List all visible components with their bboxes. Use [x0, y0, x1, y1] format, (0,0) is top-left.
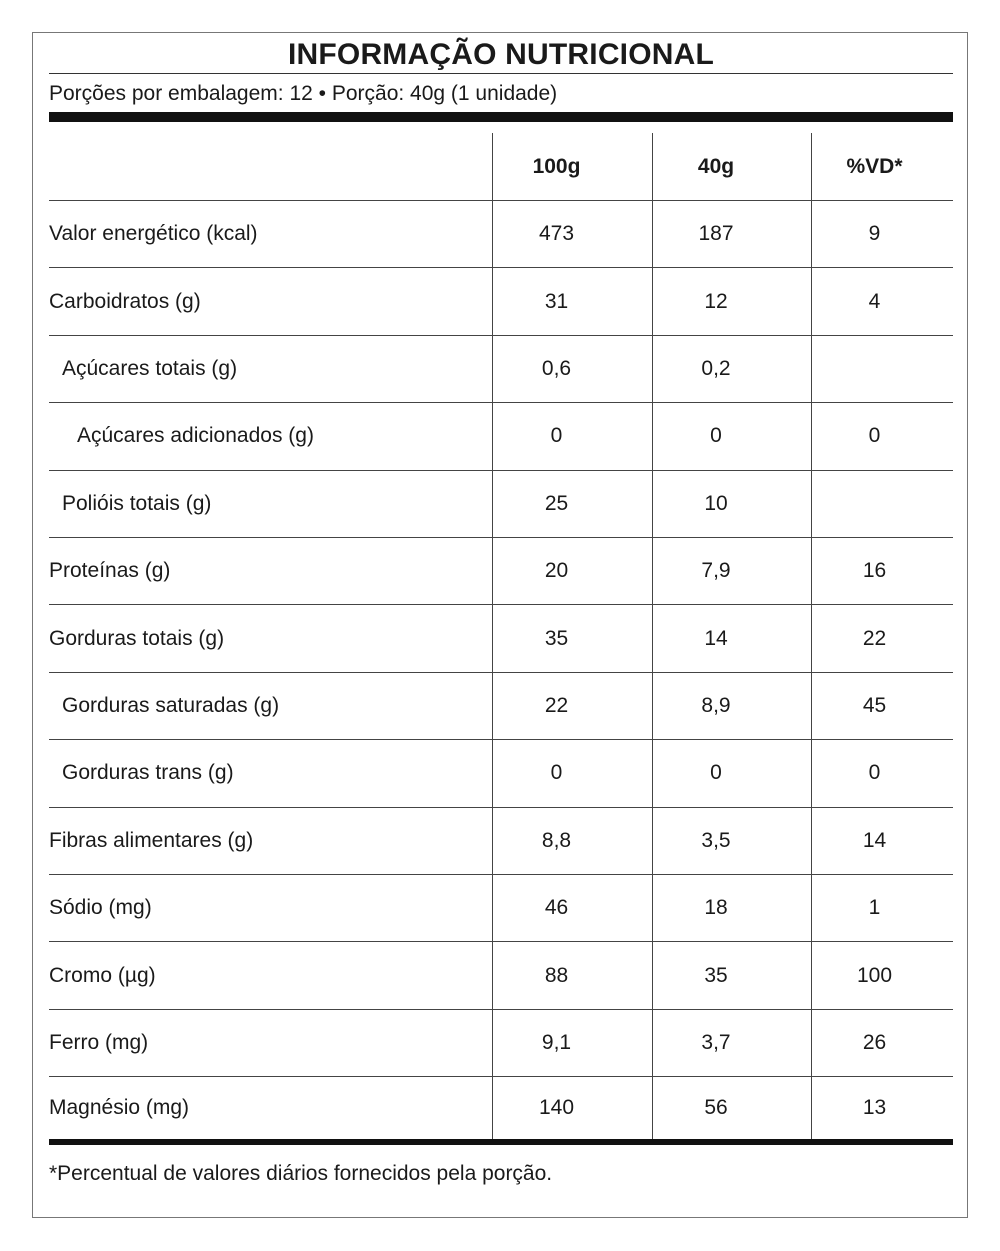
header-40g: 40g: [697, 154, 735, 178]
table-row: [49, 673, 953, 740]
footnote: *Percentual de valores diários fornecidos pela porção.: [49, 1162, 553, 1185]
value-vd: 26: [862, 1030, 887, 1054]
table-row: [49, 605, 953, 672]
table-row: [49, 875, 953, 942]
value-40g: 12: [704, 289, 728, 313]
value-vd: 14: [862, 828, 887, 852]
nutrient-label: Polióis totais (g): [62, 491, 212, 515]
value-100g: 0,6: [541, 356, 572, 380]
header-vd: %VD*: [846, 154, 903, 178]
value-100g: 20: [544, 559, 569, 583]
value-100g: 35: [544, 626, 569, 650]
value-40g: 3,5: [701, 828, 731, 852]
header-100g: 100g: [532, 154, 581, 178]
table-row: [49, 942, 953, 1009]
nutrient-label: Gorduras trans (g): [62, 761, 234, 785]
value-40g: 35: [704, 963, 728, 987]
value-vd: [796, 471, 953, 537]
value-vd: 100: [856, 963, 893, 987]
value-40g: 56: [704, 1096, 728, 1120]
value-vd: 16: [862, 559, 887, 583]
value-100g: 31: [544, 289, 569, 313]
value-vd: 13: [862, 1096, 887, 1120]
value-40g: 18: [704, 896, 728, 920]
value-40g: 10: [704, 491, 728, 515]
value-40g: 7,9: [701, 559, 731, 583]
nutrient-label: Carboidratos (g): [49, 289, 201, 313]
value-100g: 0: [550, 424, 563, 448]
table-row: [49, 1010, 953, 1077]
table-row: [49, 808, 953, 875]
value-40g: 3,7: [701, 1030, 731, 1054]
value-vd: 45: [862, 693, 887, 717]
value-100g: 88: [544, 963, 569, 987]
nutrient-label: Cromo (µg): [49, 963, 156, 987]
table-row: [49, 471, 953, 538]
nutrient-label: Açúcares adicionados (g): [77, 424, 314, 448]
value-vd: 22: [862, 626, 887, 650]
value-40g: 0: [710, 761, 722, 785]
value-100g: 0: [550, 761, 563, 785]
table-header-row: [49, 133, 953, 201]
value-vd: [796, 336, 953, 402]
value-100g: 140: [538, 1096, 575, 1120]
serving-info: Porções por embalagem: 12 • Porção: 40g (1 unidade): [49, 82, 558, 105]
title-divider: [49, 73, 953, 74]
panel-title: INFORMAÇÃO NUTRICIONAL: [287, 38, 715, 71]
value-40g: 8,9: [701, 693, 731, 717]
value-vd: 0: [868, 761, 881, 785]
value-100g: 473: [538, 222, 575, 246]
table-row: [49, 268, 953, 335]
nutrient-label: Gorduras saturadas (g): [62, 693, 280, 717]
nutrient-label: Açúcares totais (g): [62, 356, 238, 380]
value-100g: 46: [544, 896, 569, 920]
table-row: [49, 740, 953, 807]
nutrition-facts-panel: [32, 32, 968, 1218]
value-vd: 1: [868, 896, 881, 920]
nutrient-label: Proteínas (g): [49, 559, 171, 583]
value-40g: 0,2: [701, 356, 731, 380]
table-row: [49, 538, 953, 605]
nutrient-label: Ferro (mg): [49, 1030, 149, 1054]
table-row: [49, 1077, 953, 1139]
nutrient-label: Magnésio (mg): [49, 1096, 190, 1120]
nutrient-label: Fibras alimentares (g): [49, 828, 254, 852]
value-vd: 0: [868, 424, 881, 448]
value-40g: 187: [698, 222, 734, 246]
nutrient-label: Gorduras totais (g): [49, 626, 225, 650]
value-100g: 9,1: [541, 1030, 572, 1054]
table-row: [49, 201, 953, 268]
value-100g: 25: [544, 491, 569, 515]
table-row: [49, 403, 953, 470]
value-40g: 14: [704, 626, 728, 650]
thick-divider-bottom: [49, 1139, 953, 1145]
nutrient-label: Valor energético (kcal): [49, 222, 258, 246]
thick-divider-top: [49, 112, 953, 122]
value-vd: 4: [868, 289, 881, 313]
value-vd: 9: [868, 222, 881, 246]
value-40g: 0: [710, 424, 722, 448]
value-100g: 8,8: [541, 828, 572, 852]
table-row: [49, 336, 953, 403]
nutrient-label: Sódio (mg): [49, 896, 152, 920]
value-100g: 22: [544, 693, 569, 717]
